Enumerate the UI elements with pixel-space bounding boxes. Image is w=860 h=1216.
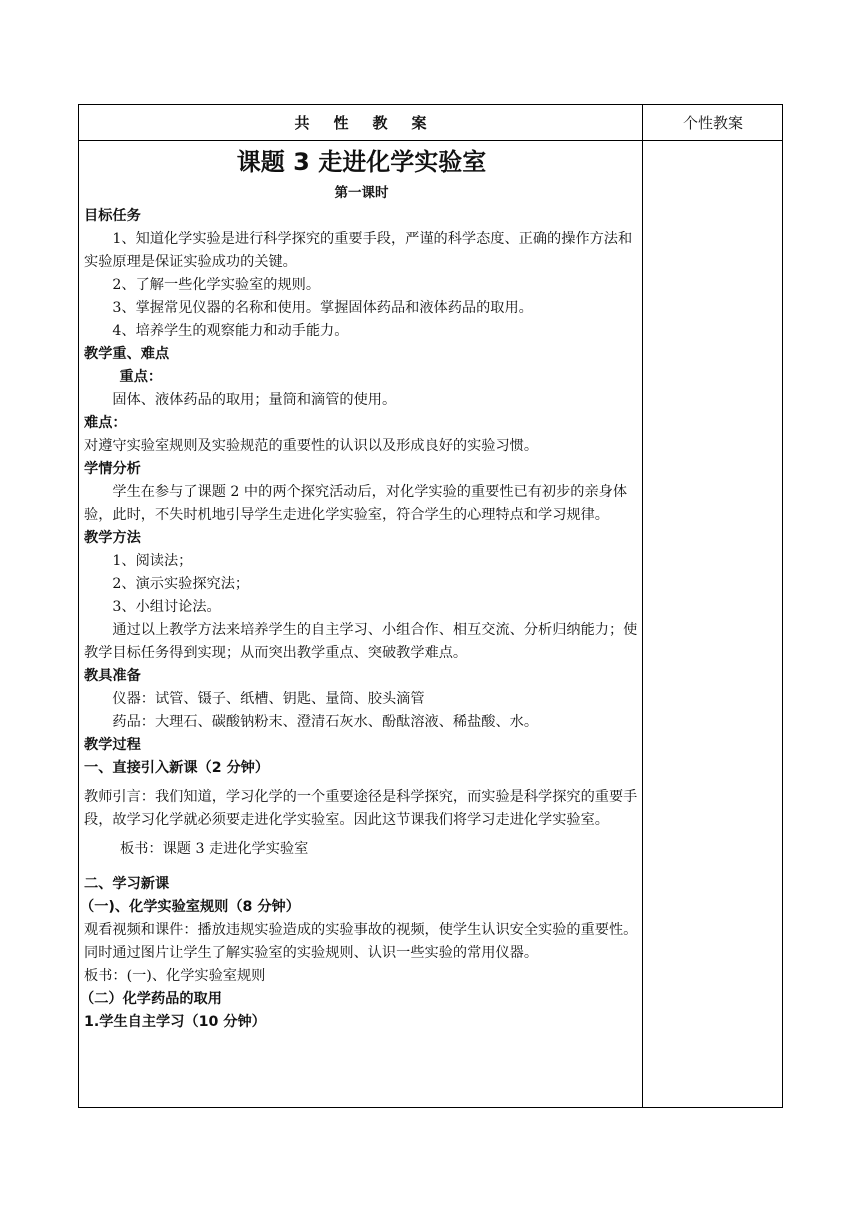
method-item: 2、演示实验探究法； <box>112 576 250 592</box>
step2-heading: 二、学习新课 <box>84 876 170 892</box>
methods-heading: 教学方法 <box>84 530 141 546</box>
methods-text: 通过以上教学方法来培养学生的自主学习、小组合作、相互交流、分析归纳能力；使教学目标任务得到实现；从而突出教学重点、突破教学难点。 <box>84 622 638 661</box>
step2b-heading: （二）化学药品的取用 <box>80 991 222 1007</box>
step1-heading: 一、直接引入新课（2 分钟） <box>84 760 270 776</box>
difficulty-label: 难点： <box>84 415 127 431</box>
common-plan-header: 共性教案 <box>294 114 451 132</box>
reagents-line: 药品：大理石、碳酸钠粉末、澄清石灰水、酚酞溶液、稀盐酸、水。 <box>112 714 539 730</box>
instruments-line: 仪器：试管、镊子、纸槽、钥匙、量筒、胶头滴管 <box>112 691 425 707</box>
step2b1-heading: 1.学生自主学习（10 分钟） <box>84 1014 266 1030</box>
individual-plan-header: 个性教案 <box>682 114 743 132</box>
analysis-heading: 学情分析 <box>84 461 141 477</box>
column-divider <box>642 105 643 1107</box>
step2a-board: 板书：(一)、化学实验室规则 <box>84 968 266 984</box>
tools-heading: 教具准备 <box>84 668 141 684</box>
step1-board: 板书：课题 3 走进化学实验室 <box>120 841 309 857</box>
process-heading: 教学过程 <box>84 737 141 753</box>
key-text: 固体、液体药品的取用；量筒和滴管的使用。 <box>112 392 397 408</box>
step1-text: 教师引言：我们知道，学习化学的一个重要途径是科学探究，而实验是科学探究的重要手段，故学习化学就必须要走进化学实验室。因此这节课我们将学习走进化学实验室。 <box>84 789 638 828</box>
objective-item: 2、了解一些化学实验室的规则。 <box>112 277 321 293</box>
lesson-subtitle: 第一课时 <box>334 185 389 201</box>
objectives-heading: 目标任务 <box>84 208 141 224</box>
lesson-content <box>80 145 639 1034</box>
lesson-title: 课题 3 走进化学实验室 <box>236 148 487 176</box>
difficulty-text: 对遵守实验室规则及实验规范的重要性的认识以及形成良好的实验习惯。 <box>84 438 539 454</box>
objective-item: 1、知道化学实验是进行科学探究的重要手段，严谨的科学态度、正确的操作方法和实验原理是保证实验成功的关键。 <box>84 231 633 270</box>
header-divider <box>79 140 782 141</box>
objective-item: 4、培养学生的观察能力和动手能力。 <box>112 323 349 339</box>
keypoints-heading: 教学重、难点 <box>84 346 170 362</box>
step2a-heading: （一)、化学实验室规则（8 分钟） <box>80 899 300 915</box>
method-item: 1、阅读法； <box>112 553 193 569</box>
objective-item: 3、掌握常见仪器的名称和使用。掌握固体药品和液体药品的取用。 <box>112 300 533 316</box>
step2a-text: 观看视频和课件：播放违规实验造成的实验事故的视频，使学生认识安全实验的重要性。同时通过图片让学生了解实验室的实验规则、认识一些实验的常用仪器。 <box>84 922 638 961</box>
analysis-text: 学生在参与了课题 2 中的两个探究活动后，对化学实验的重要性已有初步的亲身体验，此时，不失时机地引导学生走进化学实验室，符合学生的心理特点和学习规律。 <box>84 484 628 523</box>
key-label: 重点： <box>119 369 163 385</box>
method-item: 3、小组讨论法。 <box>112 599 221 615</box>
